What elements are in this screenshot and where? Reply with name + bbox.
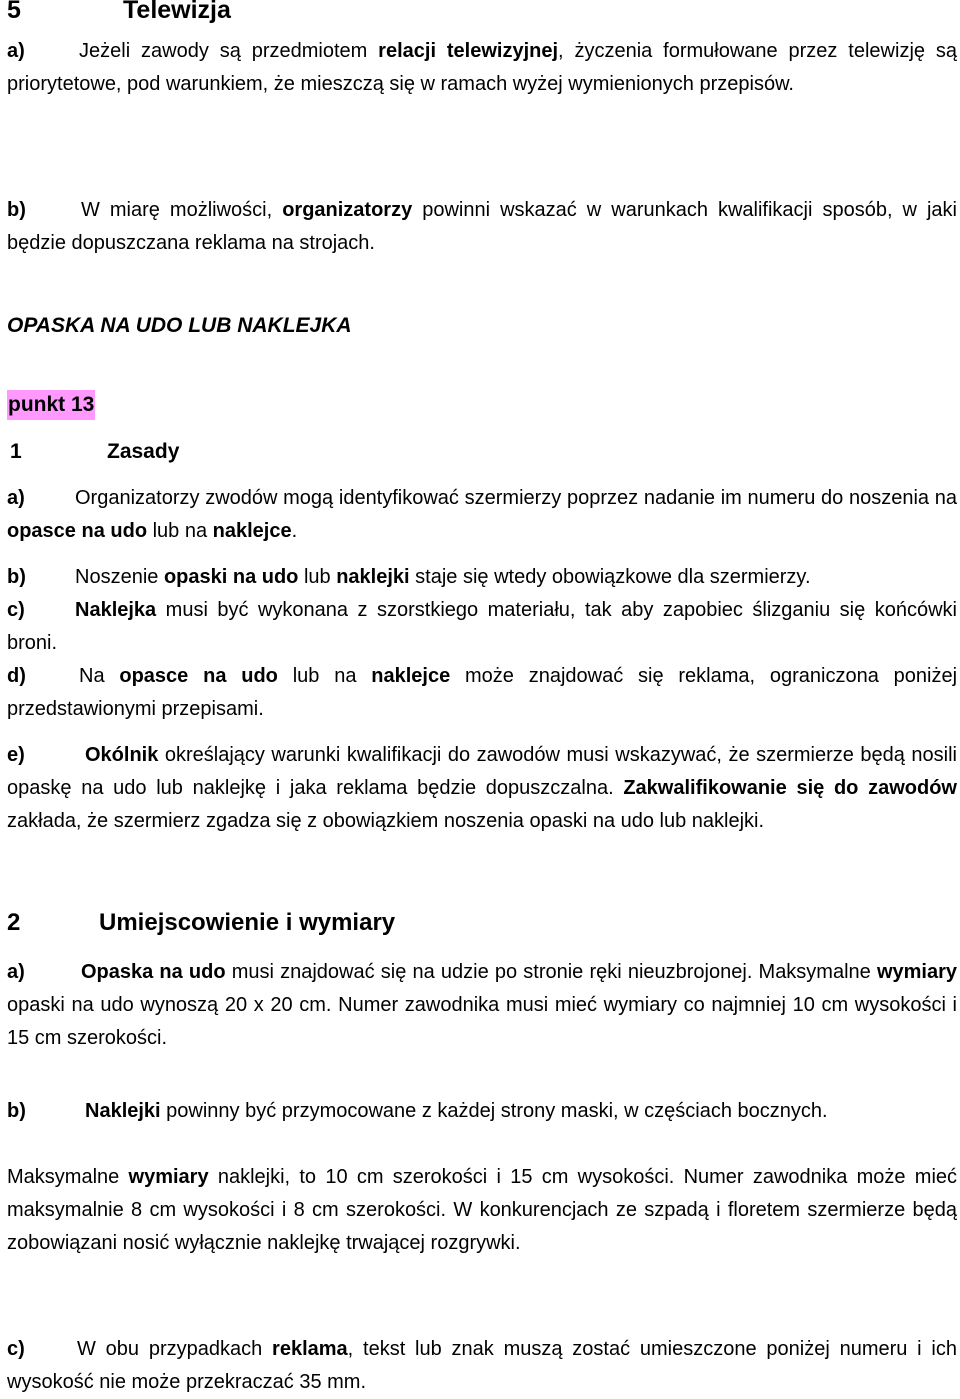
subsection-title: Zasady [107,440,180,463]
bold-text: Zakwalifikowanie się do zawodów [623,777,957,799]
text: lub [298,566,337,588]
text: naklejki, to 10 cm szerokości i 15 cm wysokości. Numer zawodnika może mieć maksymalnie 8 cm wysokości i 8 cm szerokości. W konkurencjach ze szpadą i floretem szermierze będą zobowiązani nosić wyłącznie naklejkę trwającej rozgrywki. [7,1166,958,1254]
item-label: b) [7,1100,26,1122]
bold-text: wymiary [128,1166,209,1188]
item-label: a) [7,40,25,62]
subsection-1-heading [10,436,179,468]
text: Maksymalne [7,1166,129,1188]
paragraph-1c [7,594,957,660]
section-number: 5 [7,0,21,24]
item-label: c) [7,599,25,621]
text: . [291,520,298,542]
text: musi być wykonana z szorstkiego materiału, tak aby zapobiec ślizganiu się końcówki broni. [7,599,957,654]
bold-text: organizatorzy [282,199,413,221]
bold-text: naklejki [336,566,410,588]
bold-text: naklejce [371,665,451,687]
paragraph-2b [7,1095,957,1128]
bold-text: Naklejki [85,1100,161,1122]
text: , tekst lub znak muszą zostać umieszczone poniżej numeru i ich wysokość nie może przekraczać 35 mm. [7,1338,957,1393]
item-label: b) [7,566,26,588]
section-title: Telewizja [123,0,231,24]
section-5-heading [7,0,231,27]
text: staje się wtedy obowiązkowe dla szermierzy. [409,566,811,588]
text: Organizatorzy zwodów mogą identyfikować szermierzy poprzez nadanie im numeru do noszenia na [75,487,957,509]
subsection-2-heading [7,906,395,940]
paragraph-1e [7,739,957,838]
item-label: d) [7,665,26,687]
bold-text: Opaska na udo [81,961,226,983]
bold-text: opasce na udo [119,665,278,687]
text: Na [79,665,120,687]
text: W miarę możliwości, [81,199,283,221]
paragraph-1a [7,482,957,548]
paragraph-5b [7,194,957,260]
item-label: c) [7,1338,25,1360]
text: musi znajdować się na udzie po stronie ręki nieuzbrojonej. Maksymalne [225,961,877,983]
bold-text: opasce na udo [7,520,148,542]
text: określający warunki kwalifikacji do zawodów musi wskazywać, że szermierze będą nosili opaskę na udo lub naklejkę i jaka reklama będzie dopuszczalna. [7,744,957,799]
bold-text: naklejce [212,520,292,542]
text: opaski na udo wynoszą 20 x 20 cm. Numer zawodnika musi mieć wymiary co najmniej 10 cm wysokości i 15 cm szerokości. [7,994,957,1049]
paragraph-5a [7,35,957,101]
subsection-number: 2 [7,909,21,936]
paragraph-1d [7,660,957,726]
text: Jeżeli zawody są przedmiotem [79,40,379,62]
item-label: b) [7,199,26,221]
bold-text: wymiary [876,961,958,983]
paragraph-2b-dimensions [7,1161,957,1260]
text: zakłada, że szermierz zgadza się z obowiązkiem noszenia opaski na udo lub naklejki. [7,810,765,832]
text: może znajdować się reklama, ograniczona poniżej przedstawionymi przepisami. [7,665,958,720]
text: Noszenie [75,566,164,588]
subsection-number: 1 [10,440,22,463]
bold-text: Naklejka [75,599,157,621]
punkt-highlight: punkt 13 [7,390,95,420]
bold-text: relacji telewizyjnej [378,40,559,62]
paragraph-1b [7,561,957,594]
paragraph-2a [7,956,957,1055]
text: W obu przypadkach [77,1338,273,1360]
bold-text: opaski na udo [163,566,299,588]
bold-text: reklama [272,1338,348,1360]
item-label: a) [7,487,25,509]
text: lub na [147,520,213,542]
paragraph-2c [7,1333,957,1399]
subsection-title: Umiejscowienie i wymiary [99,909,396,936]
text: powinny być przymocowane z każdej strony maski, w częściach bocznych. [160,1100,828,1122]
bold-text: Okólnik [85,744,159,766]
text: powinni wskazać w warunkach kwalifikacji sposób, w jaki będzie dopuszczana reklama na strojach. [7,199,958,254]
item-label: a) [7,961,25,983]
opaska-section-title: OPASKA NA UDO LUB NAKLEJKA [7,314,352,337]
text: , życzenia formułowane przez telewizję są priorytetowe, pod warunkiem, że mieszczą się w ramach wyżej wymienionych przepisów. [7,40,958,95]
text: lub na [277,665,372,687]
item-label: e) [7,744,25,766]
